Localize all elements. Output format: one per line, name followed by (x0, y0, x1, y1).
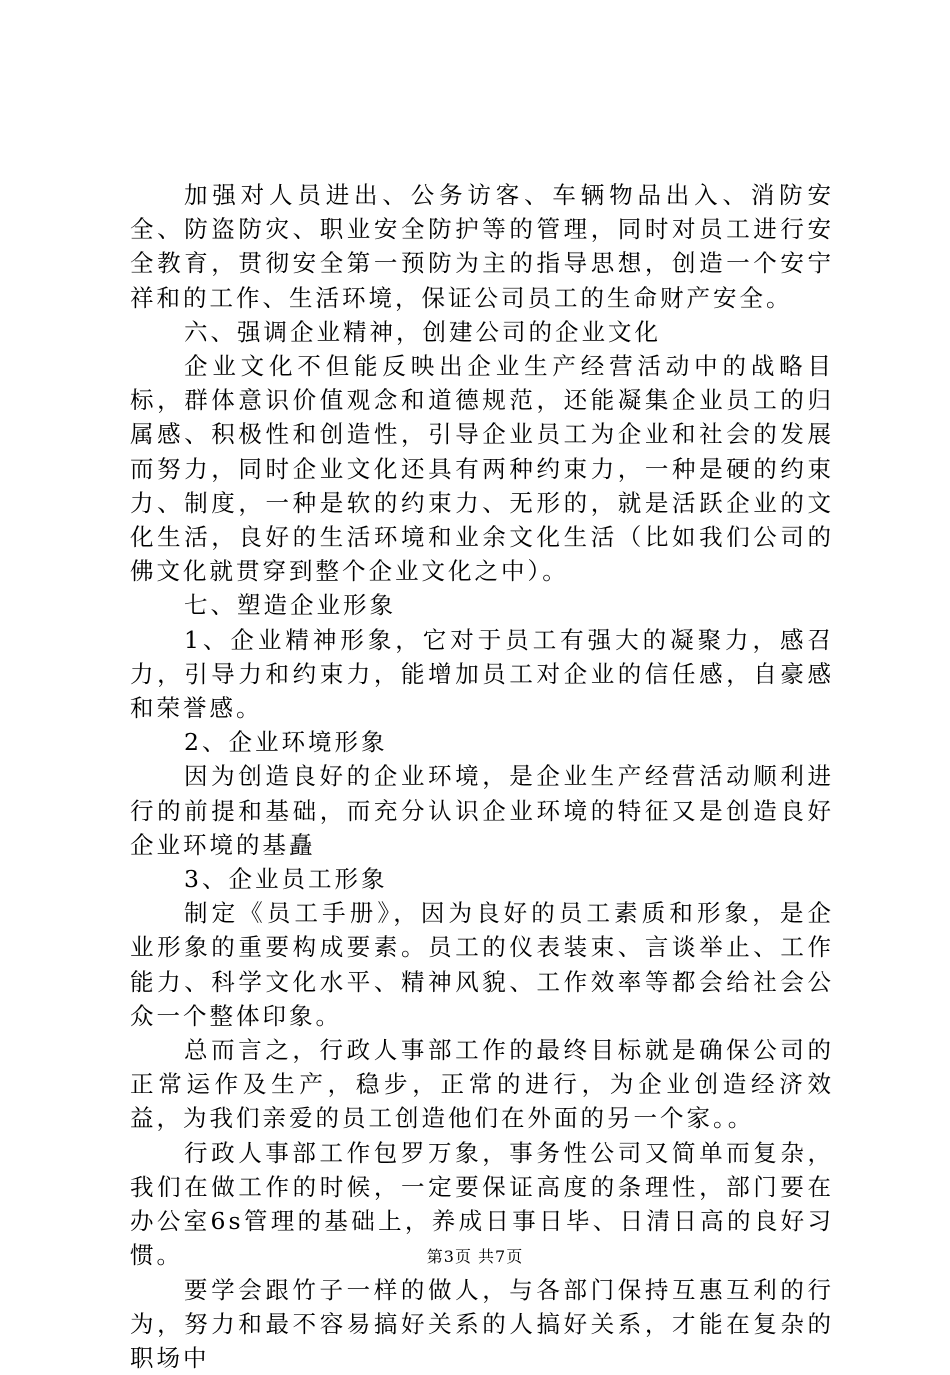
heading-environment-image: 2、企业环境形象 (130, 725, 834, 759)
paragraph-security-management: 加强对人员进出、公务访客、车辆物品出入、消防安全、防盗防灾、职业安全防护等的管理，同时对员工进行安全教育，贯彻安全第一预防为主的指导思想，创造一个安宁祥和的工作、生活环境，保证公司员工的生命财产安全。 (130, 178, 834, 315)
document-body (130, 178, 834, 1375)
paragraph-summary: 总而言之，行政人事部工作的最终目标就是确保公司的正常运作及生产，稳步，正常的进行，为企业创造经济效益，为我们亲爱的员工创造他们在外面的另一个家。。 (130, 1033, 834, 1136)
paragraph-environment-image: 因为创造良好的企业环境，是企业生产经营活动顺利进行的前提和基础，而充分认识企业环境的特征又是创造良好企业环境的基矗 (130, 759, 834, 862)
paragraph-department-work: 行政人事部工作包罗万象，事务性公司又简单而复杂，我们在做工作的时候，一定要保证高度的条理性，部门要在办公室6s管理的基础上，养成日事日毕、日清日高的良好习惯。 (130, 1136, 834, 1273)
paragraph-spirit-image: 1、企业精神形象，它对于员工有强大的凝聚力，感召力，引导力和约束力，能增加员工对企业的信任感，自豪感和荣誉感。 (130, 623, 834, 726)
paragraph-bamboo-behavior: 要学会跟竹子一样的做人，与各部门保持互惠互利的行为，努力和最不容易搞好关系的人搞好关系，才能在复杂的职场中 (130, 1273, 834, 1375)
page-number-footer: 第3页 共7页 (0, 1244, 950, 1267)
heading-employee-image: 3、企业员工形象 (130, 862, 834, 896)
paragraph-corporate-culture: 企业文化不但能反映出企业生产经营活动中的战略目标，群体意识价值观念和道德规范，还能凝集企业员工的归属感、积极性和创造性，引导企业员工为企业和社会的发展而努力，同时企业文化还具有两种约束力，一种是硬的约束力、制度，一种是软的约束力、无形的，就是活跃企业的文化生活，良好的生活环境和业余文化生活（比如我们公司的佛文化就贯穿到整个企业文化之中）。 (130, 349, 834, 588)
paragraph-employee-handbook: 制定《员工手册》，因为良好的员工素质和形象，是企业形象的重要构成要素。员工的仪表装束、言谈举止、工作能力、科学文化水平、精神风貌、工作效率等都会给社会公众一个整体印象。 (130, 896, 834, 1033)
heading-corporate-culture: 六、强调企业精神，创建公司的企业文化 (130, 315, 834, 349)
heading-corporate-image: 七、塑造企业形象 (130, 588, 834, 622)
